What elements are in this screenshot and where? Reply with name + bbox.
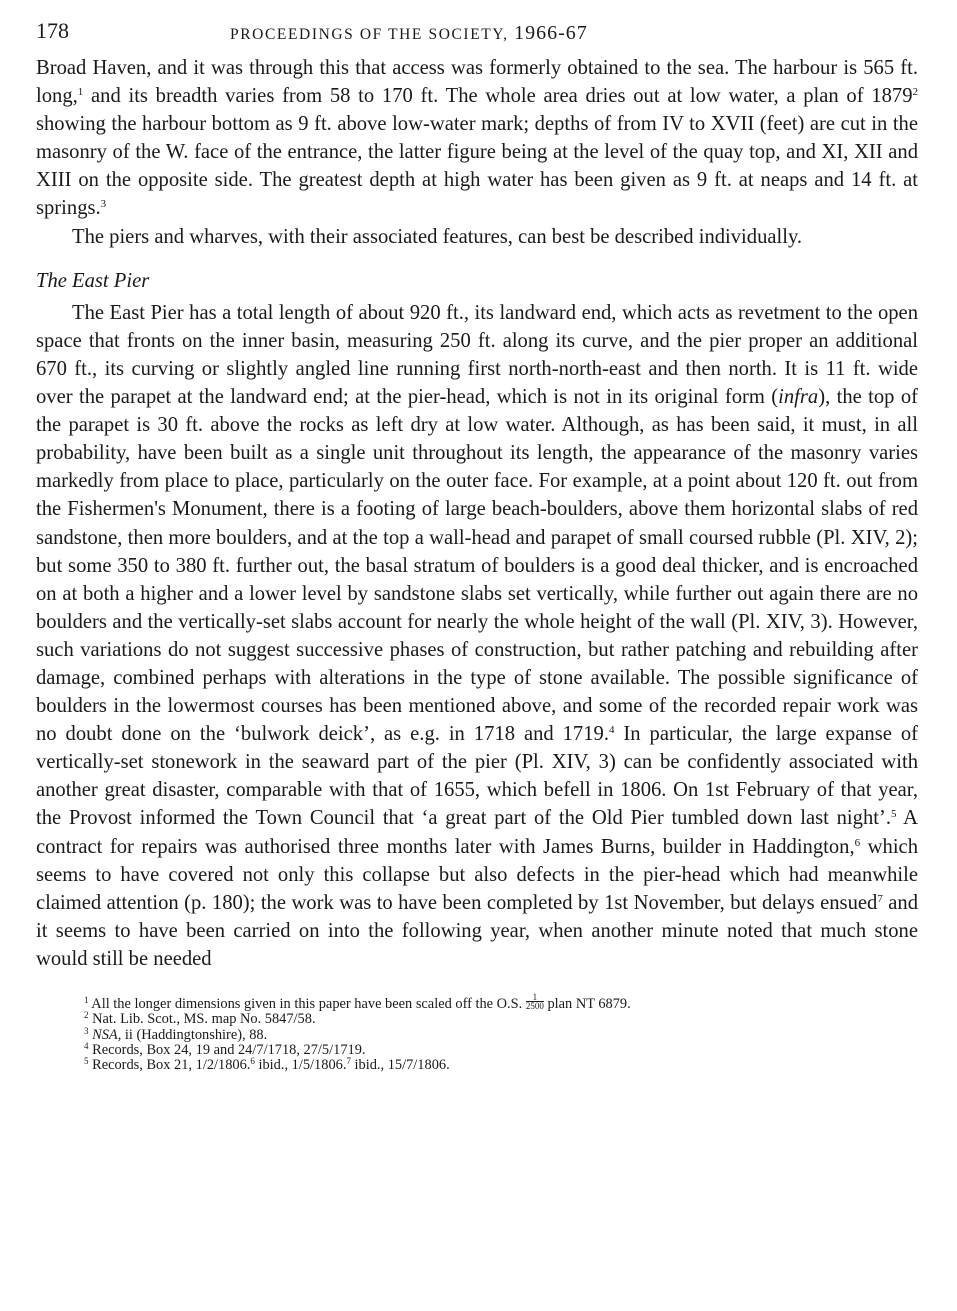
text-run: In particular, the large expanse of vertically-set stonework in the seaward part of the pier (Pl. XIV, 3) can be confidently associated with another great disaster, comparable with that of 1655, which befell in 1806. On 1st February of that year, the Provost informed the Town Council that ‘a great part of the Old Pier tumbled down last night’. xyxy=(36,723,918,830)
footnote-6 xyxy=(250,1057,346,1073)
footnote-text: , ii (Haddingtonshire), 88. xyxy=(117,1026,268,1043)
footnote-text: Records, Box 24, 19 and 24/7/1718, 27/5/1719. xyxy=(88,1041,366,1058)
fraction-numerator: 1 xyxy=(526,993,544,1002)
footnote-text: Nat. Lib. Scot., MS. map No. 5847/58. xyxy=(88,1011,316,1028)
document-page xyxy=(36,14,918,1073)
paragraph-east-pier xyxy=(36,299,918,973)
text-run: and it seems to have been carried on into the following year, when another minute noted that much stone would still be needed xyxy=(36,891,919,970)
paragraph-harbour xyxy=(36,54,918,223)
footnote-text: ibid., 15/7/1806. xyxy=(350,1057,450,1074)
footnote-mark: 6 xyxy=(250,1056,255,1067)
footnote-ref-2[interactable]: 2 xyxy=(912,86,918,99)
footnote-text: Records, Box 21, 1/2/1806. xyxy=(88,1057,251,1074)
footnote-ref-5[interactable]: 5 xyxy=(890,808,897,821)
footnotes xyxy=(36,993,918,1073)
footnote-1 xyxy=(36,993,918,1012)
text-run: A contract for repairs was authorised three months later with James Burns, builder in Haddington, xyxy=(36,807,918,858)
running-head xyxy=(36,14,918,54)
italic-infra: infra xyxy=(778,386,819,409)
page-number: 178 xyxy=(36,18,69,43)
footnote-text: plan NT 6879. xyxy=(543,996,631,1012)
footnote-ref-6[interactable]: 6 xyxy=(854,836,861,849)
footnote-4 xyxy=(36,1040,918,1058)
text-run: Broad Haven, and it was through this that access was formerly obtained to the sea. The harbour is 565 ft. long, xyxy=(36,57,918,108)
footnote-mark: 4 xyxy=(84,1040,89,1051)
footnote-ref-7[interactable]: 7 xyxy=(877,892,883,905)
text-run: ), the top of the parapet is 30 ft. above the rocks as left dry at low water. Although, as has been said, it must, in all probability, have been built as a single unit throughout its length, the appearance of the masonry varies markedly from place to place, particularly on the outer face. For example, at a point about 120 ft. out from the Fishermen's Monument, there is a footing of large beach-boulders, above them horizontal slabs of red sandstone, then more boulders, and at the top a wall-head and parapet of small coursed rubble (Pl. XIV, 2); but some 350 to 380 ft. further out, the basal stratum of boulders is a good deal thicker, and is encroached on at both a higher and a lower level by sandstone slabs set vertically, while further out again there are no boulders and the vertically-set slabs account for nearly the whole height of the wall (Pl. XIV, 3). However, such variations do not suggest successive phases of construction, but rather patching and rebuilding after damage, combined perhaps with alterations in the type of stone available. The possible significance of boulders in the lowermost courses has been mentioned above, and some of the recorded repair work was no doubt done on the ‘bulwork deick’, as e.g. in 1718 and 1719. xyxy=(36,386,918,746)
fraction xyxy=(526,993,544,1010)
footnote-mark: 5 xyxy=(84,1056,89,1067)
text-run: The East Pier has a total length of about 920 ft., its landward end, which acts as revetment to the open space that fronts on the inner basin, measuring 250 ft. along its curve, and the pier proper an additional 670 ft., its curving or slightly angled line running first north-north-east and then north. It is 11 ft. wide over the parapet at the landward end; at the pier-head, which is not in its original form ( xyxy=(36,301,918,409)
footnote-mark: 7 xyxy=(346,1056,351,1067)
footnote-2 xyxy=(36,1012,918,1027)
text-run: and its breadth varies from 58 to 170 ft. The whole area dries out at low water, a plan of 1879 xyxy=(83,85,913,108)
footnote-5 xyxy=(84,1057,250,1073)
footnote-mark: 2 xyxy=(84,1010,89,1021)
journal-title: PROCEEDINGS OF THE SOCIETY, xyxy=(230,26,515,43)
footnote-ref-1[interactable]: 1 xyxy=(77,86,84,99)
footnote-3 xyxy=(36,1025,918,1043)
footnote-mark: 3 xyxy=(84,1025,89,1036)
journal-year: 1966-67 xyxy=(514,22,588,44)
footnote-text: ibid., 1/5/1806. xyxy=(254,1057,347,1074)
footnote-row-5-7 xyxy=(36,1058,918,1073)
footnote-mark: 1 xyxy=(84,995,89,1005)
footnote-text: All the longer dimensions given in this paper have been scaled off the O.S. xyxy=(88,996,526,1012)
section-heading: The East Pier xyxy=(36,269,150,292)
running-title xyxy=(230,22,588,45)
footnote-italic: NSA xyxy=(92,1026,118,1043)
paragraph-piers-intro: The piers and wharves, with their associated features, can best be described individually. xyxy=(72,225,803,248)
fraction-denominator: 2500 xyxy=(525,1001,544,1011)
footnote-ref-3[interactable]: 3 xyxy=(100,198,107,211)
text-run: showing the harbour bottom as 9 ft. above low-water mark; depths of from IV to XVII (feet) are cut in the masonry of the W. face of the entrance, the latter figure being at the level of the quay top, and XI, XII and XIII on the opposite side. The greatest depth at high water has been given as 9 ft. at neaps and 14 ft. at springs. xyxy=(36,113,918,220)
footnote-ref-4[interactable]: 4 xyxy=(608,724,615,737)
footnote-7 xyxy=(346,1057,449,1073)
text-run: which seems to have covered not only this collapse but also defects in the pier-head which had meanwhile claimed attention (p. 180); the work was to have been completed by 1st November, but delays ensued xyxy=(36,835,918,914)
